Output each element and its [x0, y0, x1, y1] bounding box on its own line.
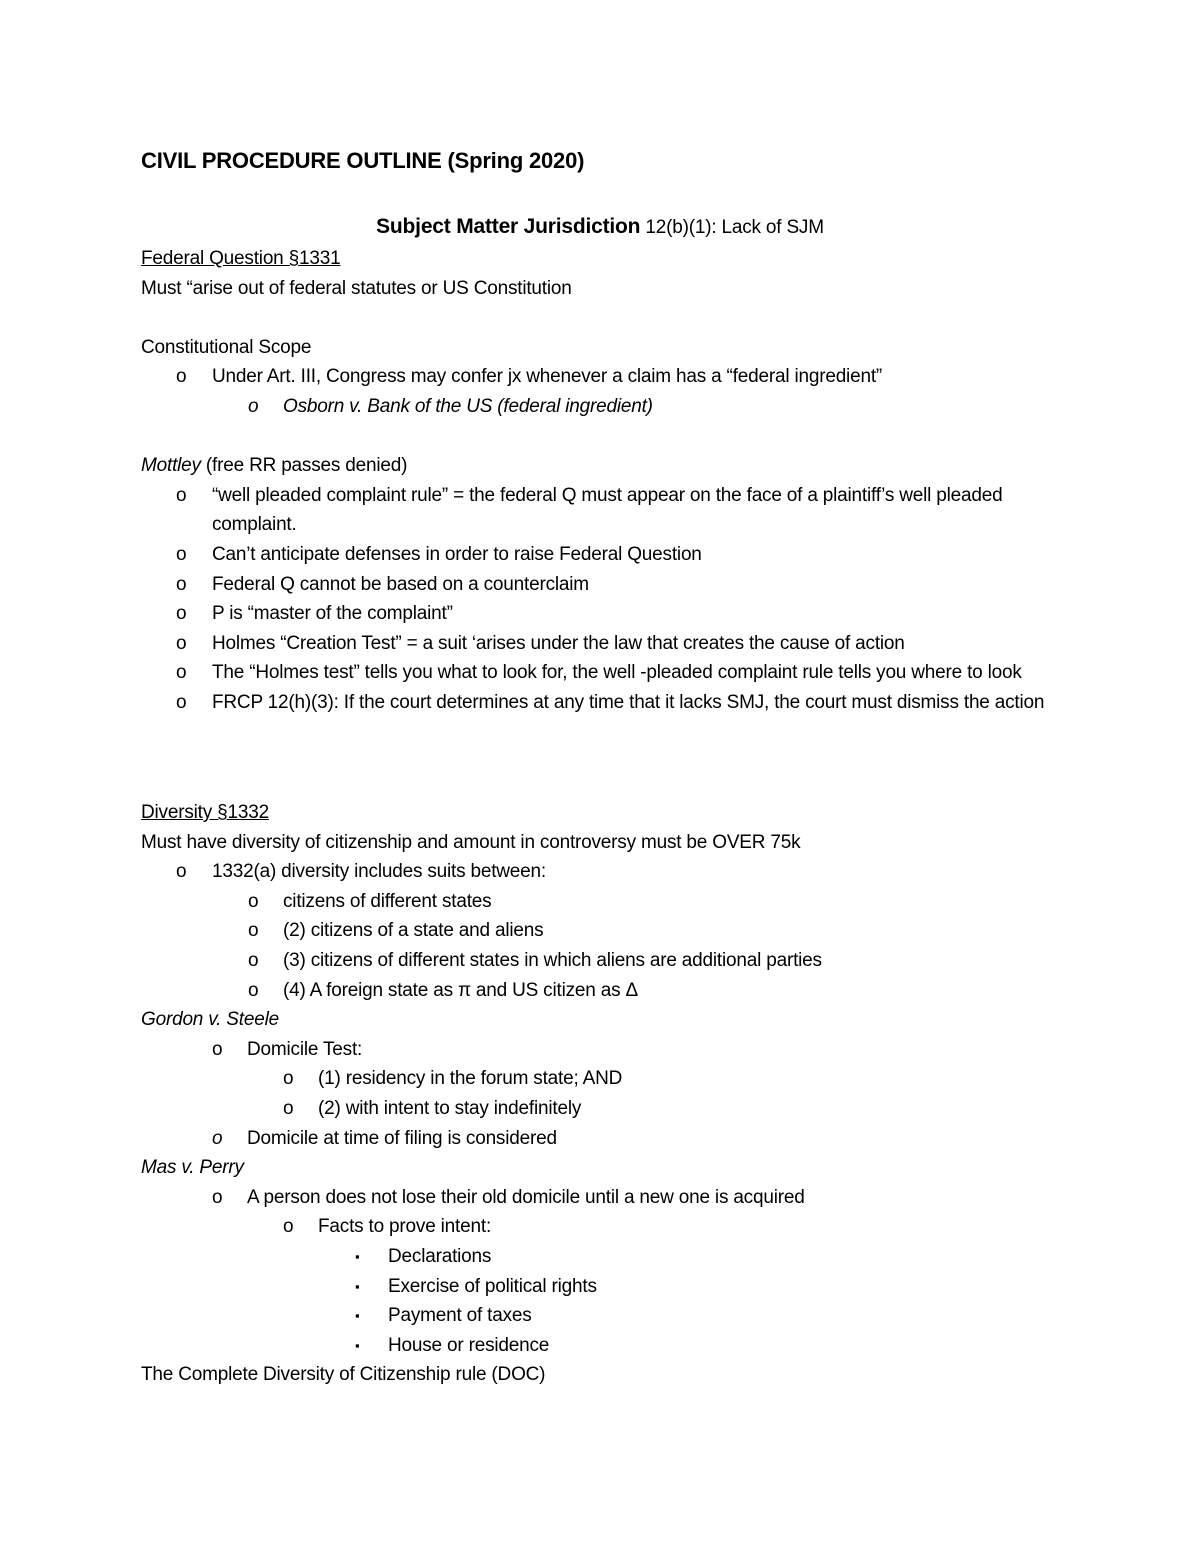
list-item: [141, 1064, 1061, 1094]
federal-question-intro: Must “arise out of federal statutes or US Constitution: [141, 277, 572, 299]
bullet-circle-icon: o: [176, 861, 187, 883]
bullet-text: Federal Q cannot be based on a counterclaim: [212, 573, 589, 595]
mas-sub-label: [141, 1212, 1061, 1242]
domicile-test-label: [141, 1035, 1061, 1065]
federal-question-heading: Federal Question §1331: [141, 248, 341, 269]
bullet-circle-icon: o: [212, 1186, 223, 1208]
bullet-circle-icon: o: [212, 1038, 223, 1060]
bullet-text: Payment of taxes: [388, 1305, 532, 1327]
constitutional-scope-point: [141, 362, 1061, 392]
bullet-text: The “Holmes test” tells you what to look for, the well -pleaded complaint rule tells you where to look: [212, 662, 1022, 684]
list-item: [141, 887, 1061, 917]
case-name: Mottley: [141, 455, 201, 477]
bullet-text: Under Art. III, Congress may confer jx whenever a claim has a “federal ingredient”: [212, 366, 883, 388]
bullet-circle-icon: o: [212, 1127, 223, 1149]
list-item: [141, 658, 1061, 688]
section-heading-main: Subject Matter Jurisdiction: [376, 215, 641, 238]
bullet-circle-icon: o: [283, 1216, 294, 1238]
bullet-circle-icon: o: [283, 1097, 294, 1119]
bullet-text: A person does not lose their old domicile until a new one is acquired: [247, 1186, 805, 1208]
list-item: [141, 688, 1061, 718]
bullet-text: (3) citizens of different states in which aliens are additional parties: [283, 949, 822, 971]
bullet-square-icon: ▪: [355, 1278, 360, 1294]
doc-rule: The Complete Diversity of Citizenship rule (DOC): [141, 1364, 546, 1386]
section-heading: [0, 212, 1200, 243]
domicile-timing: [141, 1124, 1061, 1154]
case-citation: Osborn v. Bank of the US (federal ingredient): [283, 395, 653, 417]
bullet-circle-icon: o: [283, 1068, 294, 1090]
diversity-section: [141, 798, 1061, 1390]
bullet-circle-icon: o: [176, 662, 187, 684]
bullet-circle-icon: o: [176, 366, 187, 388]
bullet-circle-icon: o: [248, 949, 259, 971]
bullet-circle-icon: o: [176, 573, 187, 595]
bullet-circle-icon: o: [248, 395, 259, 417]
list-item: [141, 1331, 1061, 1361]
bullet-text: Declarations: [388, 1245, 492, 1267]
list-item: [141, 1272, 1061, 1302]
bullet-circle-icon: o: [248, 979, 259, 1001]
list-item: [141, 976, 1061, 1006]
constitutional-scope-sub-point: [141, 392, 1061, 422]
bullet-circle-icon: o: [248, 920, 259, 942]
bullet-square-icon: ▪: [355, 1308, 360, 1324]
bullet-text: Facts to prove intent:: [318, 1216, 492, 1238]
bullet-square-icon: ▪: [355, 1337, 360, 1353]
bullet-text: House or residence: [388, 1334, 550, 1356]
case-note: (free RR passes denied): [200, 455, 408, 477]
list-item: [141, 1301, 1061, 1331]
bullet-circle-icon: o: [176, 632, 187, 654]
bullet-text: (4) A foreign state as π and US citizen as Δ: [283, 979, 638, 1001]
bullet-circle-icon: o: [176, 603, 187, 625]
bullet-text: Domicile at time of filing is considered: [247, 1127, 557, 1149]
bullet-square-icon: ▪: [355, 1248, 360, 1264]
list-item: [141, 629, 1061, 659]
bullet-circle-icon: o: [176, 484, 187, 506]
list-item: [141, 599, 1061, 629]
bullet-text: (2) with intent to stay indefinitely: [318, 1097, 582, 1119]
federal-question-section: [141, 244, 1061, 718]
bullet-text: Exercise of political rights: [388, 1275, 597, 1297]
section-heading-sub: 12(b)(1): Lack of SJM: [645, 217, 824, 238]
bullet-text: FRCP 12(h)(3): If the court determines at any time that it lacks SMJ, the court must dismiss the action: [212, 691, 1045, 713]
mottley-points: [141, 481, 1061, 718]
list-item: [141, 1094, 1061, 1124]
bullet-text: Holmes “Creation Test” = a suit ‘arises under the law that creates the cause of action: [212, 632, 905, 654]
bullet-text: (2) citizens of a state and aliens: [283, 920, 544, 942]
list-item: [141, 946, 1061, 976]
list-item: [141, 540, 1061, 570]
bullet-circle-icon: o: [176, 691, 187, 713]
bullet-text: Can’t anticipate defenses in order to raise Federal Question: [212, 543, 702, 565]
bullet-text: (1) residency in the forum state; AND: [318, 1068, 623, 1090]
bullet-circle-icon: o: [248, 890, 259, 912]
gordon-case-name: Gordon v. Steele: [141, 1009, 279, 1031]
bullet-text: 1332(a) diversity includes suits between:: [212, 861, 546, 883]
bullet-text: citizens of different states: [283, 890, 492, 912]
bullet-text: “well pleaded complaint rule” = the federal Q must appear on the face of a plaintiff’s well pleaded complaint.: [212, 484, 1003, 536]
mas-case-name: Mas v. Perry: [141, 1157, 244, 1179]
list-item: [141, 1242, 1061, 1272]
list-item: [141, 570, 1061, 600]
bullet-text: P is “master of the complaint”: [212, 603, 453, 625]
diversity-intro: Must have diversity of citizenship and amount in controversy must be OVER 75k: [141, 831, 801, 853]
bullet-text: Domicile Test:: [247, 1038, 363, 1060]
diversity-heading: Diversity §1332: [141, 802, 269, 823]
list-item: [141, 481, 1061, 540]
mas-point: [141, 1183, 1061, 1213]
constitutional-scope-label: Constitutional Scope: [141, 336, 312, 358]
document-title: CIVIL PROCEDURE OUTLINE (Spring 2020): [141, 148, 585, 173]
bullet-circle-icon: o: [176, 543, 187, 565]
diversity-point: [141, 857, 1061, 887]
list-item: [141, 916, 1061, 946]
mottley-case-line: [141, 451, 1061, 481]
